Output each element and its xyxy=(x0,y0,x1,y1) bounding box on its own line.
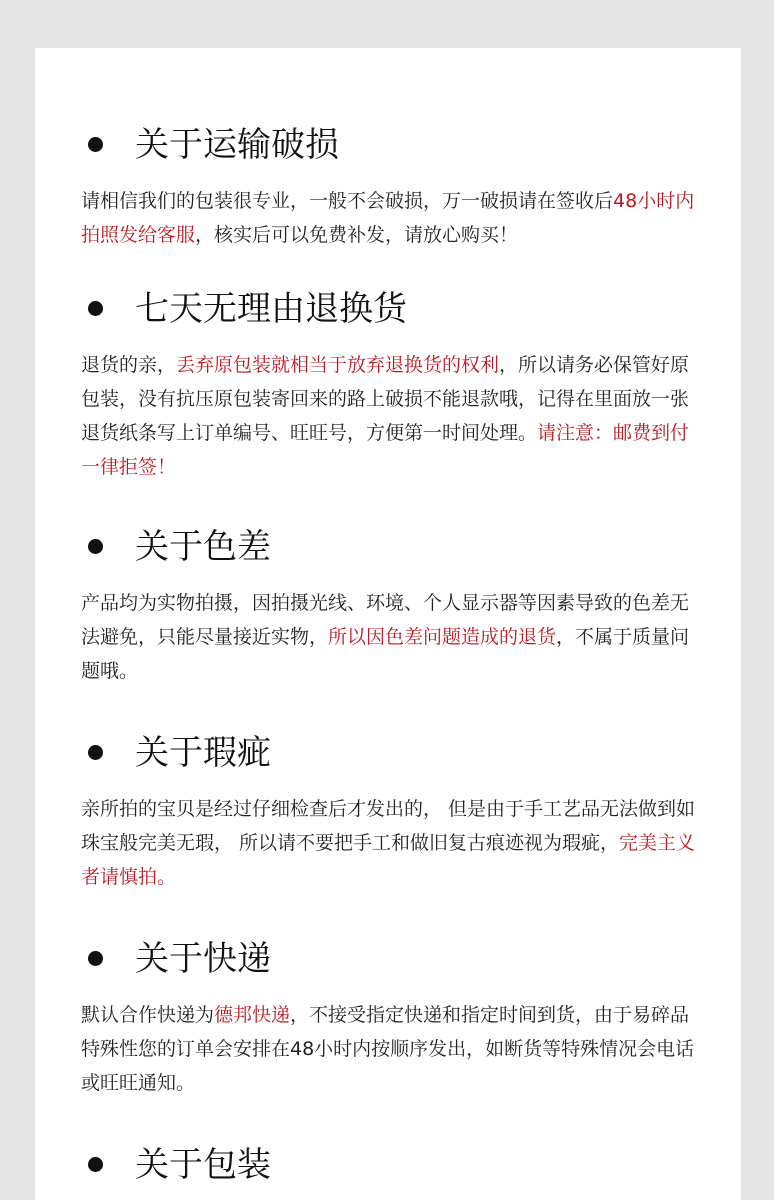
bullet-icon xyxy=(88,301,103,316)
body-text: ，核实后可以免费补发，请放心购买！ xyxy=(195,224,519,246)
highlight-text: 请注意：邮费到付一律拒签！ xyxy=(81,422,690,478)
bullet-icon xyxy=(88,539,103,554)
section-body xyxy=(81,998,705,1100)
section-body xyxy=(81,184,705,252)
section-title: 关于运输破损 xyxy=(135,125,339,165)
highlight-text: 所以因色差问题造成的退货 xyxy=(328,626,557,648)
bullet-icon xyxy=(88,745,103,760)
body-text: 请相信我们的包装很专业，一般不会破损，万一破损请在签收后 xyxy=(81,190,614,212)
body-text: 亲所拍的宝贝是经过仔细检查后才发出的， 但是由于手工艺品无法做到如珠宝般完美无瑕， 所以请不要把手工和做旧复古痕迹视为瑕疵， xyxy=(81,798,696,854)
section-title: 关于色差 xyxy=(135,527,271,567)
section-heading xyxy=(35,728,741,778)
body-text: ，所以请务必保管好原包装，没有抗压原包装寄回来的路上破损不能退款哦，记得在里面放一张退货纸条写上订单编号、旺旺号，方便第一时间处理。 xyxy=(81,354,690,444)
body-text: 默认合作快递为 xyxy=(81,1004,215,1026)
section-title: 关于快递 xyxy=(135,939,271,979)
section-body xyxy=(81,348,705,484)
section-title: 关于瑕疵 xyxy=(135,733,271,773)
bullet-icon xyxy=(88,1157,103,1172)
section-body xyxy=(81,792,705,894)
section-heading xyxy=(35,120,741,170)
body-text: ，不接受指定快递和指定时间到货，由于易碎品特殊性您的订单会安排在48小时内按顺序发出，如断货等特殊情况会电话或旺旺通知。 xyxy=(81,1004,695,1094)
section-heading xyxy=(35,522,741,572)
body-text: 产品均为实物拍摄，因拍摄光线、环境、个人显示器等因素导致的色差无法避免，只能尽量接近实物， xyxy=(81,592,690,648)
body-text: 退货的亲， xyxy=(81,354,177,376)
section-heading xyxy=(35,934,741,984)
highlight-text: 丢弃原包装就相当于放弃退换货的权利 xyxy=(176,354,500,376)
bullet-icon xyxy=(88,951,103,966)
highlight-text: 完美主义者请慎拍。 xyxy=(81,832,696,888)
section-title: 七天无理由退换货 xyxy=(135,289,407,329)
bullet-icon xyxy=(88,137,103,152)
section-title: 关于包装 xyxy=(135,1145,271,1185)
section-body xyxy=(81,586,705,688)
section-heading xyxy=(35,284,741,334)
highlight-text: 德邦快递 xyxy=(214,1004,291,1026)
highlight-text: 48小时内拍照发给客服 xyxy=(81,190,695,246)
policy-page xyxy=(35,48,741,1200)
section-heading xyxy=(35,1140,741,1190)
body-text: ，不属于质量问题哦。 xyxy=(81,626,690,682)
